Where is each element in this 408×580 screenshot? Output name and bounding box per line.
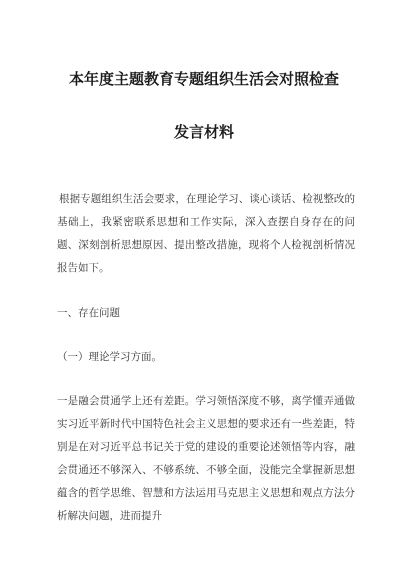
document-title-line1: 本年度主题教育专题组织生活会对照检查 [68,70,339,88]
body-paragraph: 一是融会贯通学上还有差距。学习领悟深度不够，离学懂弄通做实习近平新时代中国特色社会主义思想的要求还有一些差距，特别是在对习近平总书记关于党的建设的重要论述领悟等内容，融会贯通还不够深入、不够系统、不够全面，没能完全掌握新思想蕴含的哲学思维、智慧和方法运用马克思主义思想和观点方法分析解决问题，进而提升 [57,395,355,522]
document-title-line2: 发言材料 [173,123,234,141]
intro-paragraph: 根据专题组织生活会要求，在理论学习、谈心谈话、检视整改的基础上，我紧密联系思想和工作实际，深入查摆自身存在的问题、深刻剖析思想原因、提出整改措施，现将个人检视剖析情况报告如下。 [57,193,355,274]
subsection-heading: （一）理论学习方面。 [57,351,162,363]
section-heading: 一、存在问题 [57,307,120,319]
